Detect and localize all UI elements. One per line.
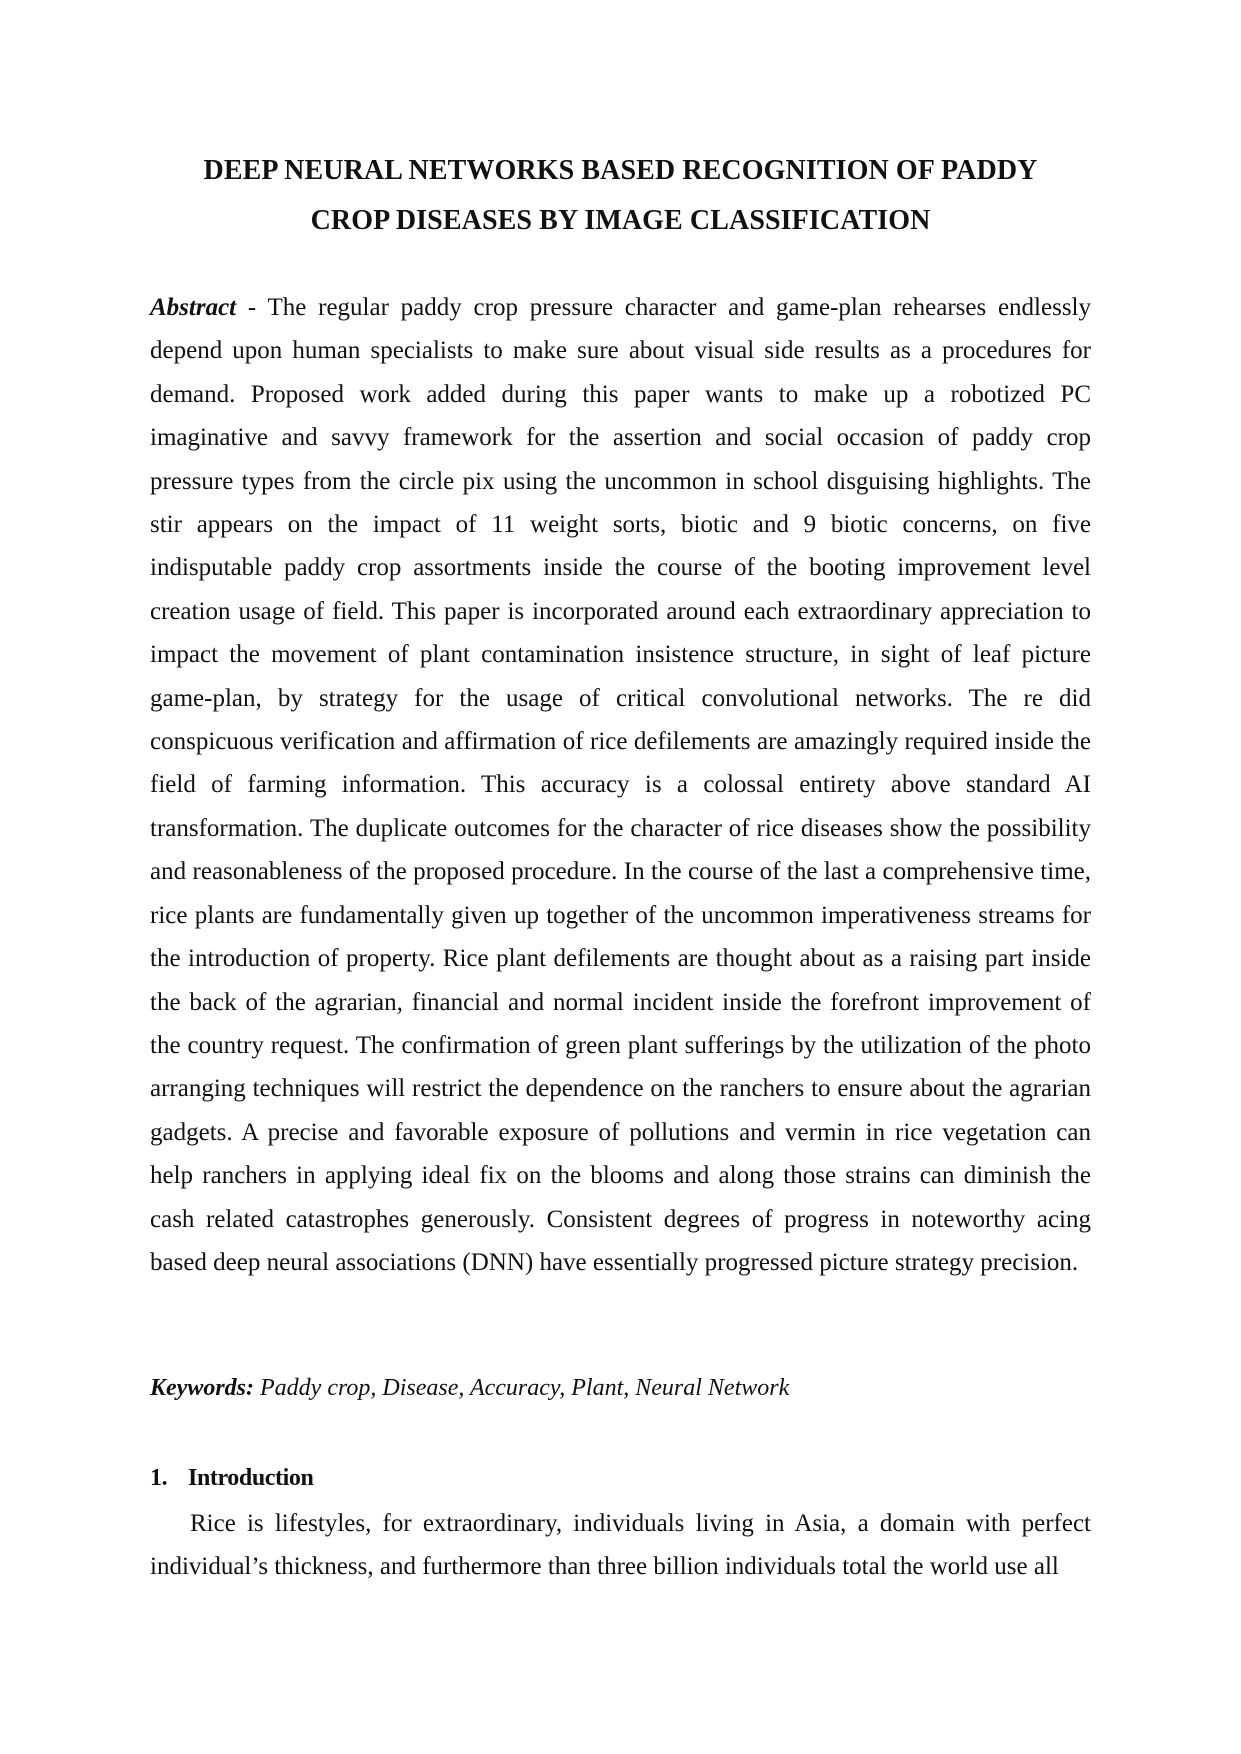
abstract-text: - The regular paddy crop pressure character and game-plan rehearses endlessly depend upon human specialists to make sure about visual side results as a procedures for demand. Proposed work added during this paper wants to make up a robotized PC imaginative and savvy framework for the assertion and social occasion of paddy crop pressure types from the circle pix using the uncommon in school disguising highlights. The stir appears on the impact of 11 weight sorts, biotic and 9 biotic concerns, on five indisputable paddy crop assortments inside the course of the booting improvement level creation usage of field. This paper is incorporated around each extraordinary appreciation to impact the movement of plant contamination insistence structure, in sight of leaf picture game-plan, by strategy for the usage of critical convolutional networks. The re did conspicuous verification and affirmation of rice defilements are amazingly required inside the field of farming information. This accuracy is a colossal entirety above standard AI transformation. The duplicate outcomes for the character of rice diseases show the possibility and reasonableness of the proposed procedure. In the course of the last a comprehensive time, rice plants are fundamentally given up together of the uncommon imperativeness streams for the introduction of property. Rice plant defilements are thought about as a raising part inside the back of the agrarian, financial and normal incident inside the forefront improvement of the country request. The confirmation of green plant sufferings by the utilization of the photo arranging techniques will restrict the dependence on the ranchers to ensure about the agrarian gadgets. A precise and favorable exposure of pollutions and vermin in rice vegetation can help ranchers in applying ideal fix on the blooms and along those strains can diminish the cash related catastrophes generously. Consistent degrees of progress in noteworthy acing based deep neural associations (DNN) have essentially progressed picture strategy precision. (150, 294, 1091, 1276)
paper-title-line-1: DEEP NEURAL NETWORKS BASED RECOGNITION OF PADDY (203, 155, 1038, 186)
paper-title-line-2: CROP DISEASES BY IMAGE CLASSIFICATION (310, 205, 931, 236)
keywords-text: Paddy crop, Disease, Accuracy, Plant, Neural Network (254, 1375, 790, 1401)
paper-title (150, 146, 1091, 246)
abstract-label: Abstract (150, 294, 237, 321)
introduction-paragraph: Rice is lifestyles, for extraordinary, individuals living in Asia, a domain with perfect individual’s thickness, and furthermore than three billion individuals total the world use all (150, 1510, 1091, 1581)
abstract-paragraph (150, 286, 1091, 1284)
section-title: Introduction (188, 1465, 314, 1491)
section-number: 1. (150, 1465, 168, 1491)
section-heading-introduction (150, 1458, 313, 1498)
keywords-label: Keywords: (150, 1375, 254, 1401)
keywords-line (150, 1368, 1091, 1408)
